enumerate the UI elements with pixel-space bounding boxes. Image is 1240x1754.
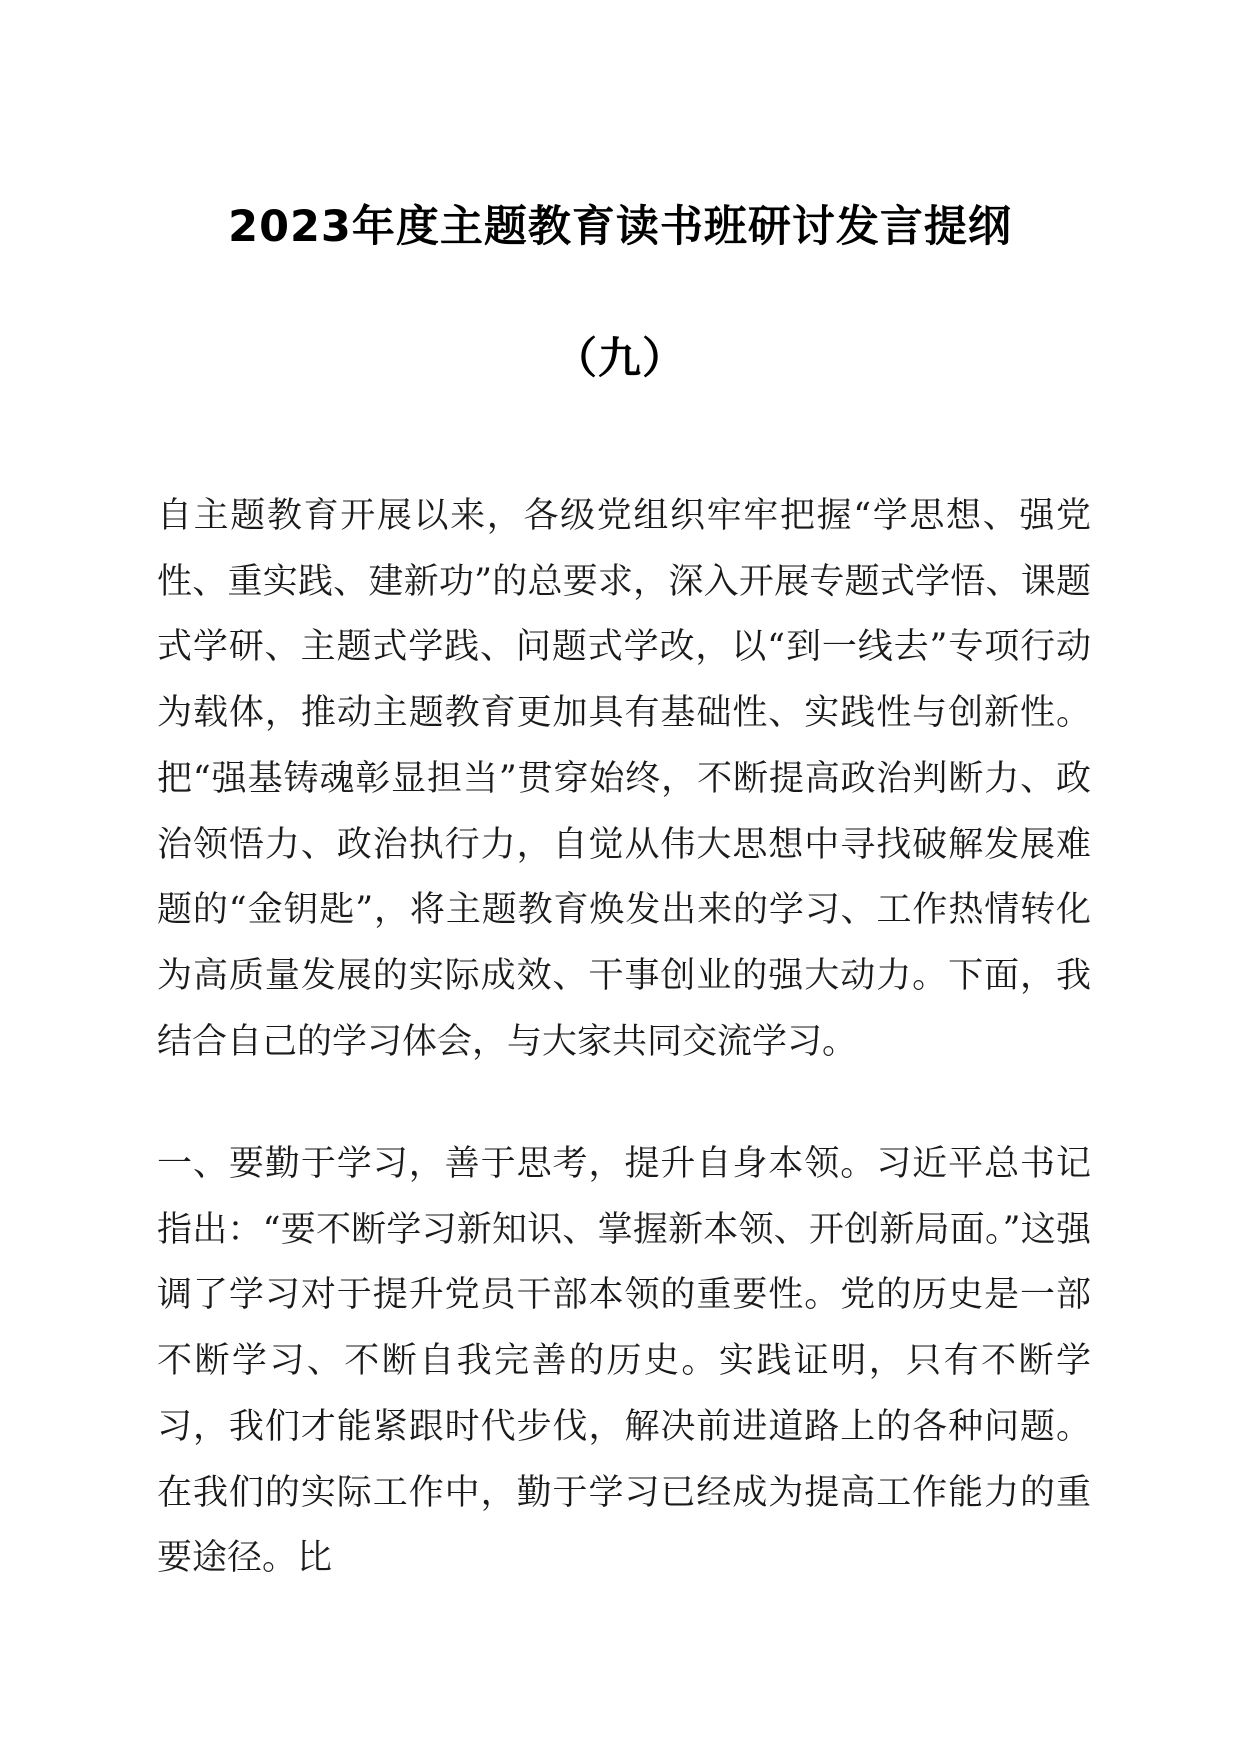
body-paragraph: 一、要勤于学习，善于思考，提升自身本领。习近平总书记指出：“要不断学习新知识、掌握新本领、开创新局面。”这强调了学习对于提升党员干部本领的重要性。党的历史是一部不断学习、不断自我完善的历史。实践证明，只有不断学习，我们才能紧跟时代步伐，解决前进道路上的各种问题。在我们的实际工作中，勤于学习已经成为提高工作能力的重要途径。比 <box>157 1144 1091 1579</box>
document-subtitle: （九） <box>554 334 686 384</box>
body-paragraph: 自主题教育开展以来，各级党组织牢牢把握“学思想、强党性、重实践、建新功”的总要求，深入开展专题式学悟、课题式学研、主题式学践、问题式学改，以“到一线去”专项行动为载体，推动主题教育更加具有基础性、实践性与创新性。把“强基铸魂彰显担当”贯穿始终，不断提高政治判断力、政治领悟力、政治执行力，自觉从伟大思想中寻找破解发展难题的“金钥匙”，将主题教育焕发出来的学习、工作热情转化为高质量发展的实际成效、干事创业的强大动力。下面，我结合自己的学习体会，与大家共同交流学习。 <box>157 496 1091 1062</box>
document-title: 2023年度主题教育读书班研讨发言提纲 <box>228 202 1012 252</box>
